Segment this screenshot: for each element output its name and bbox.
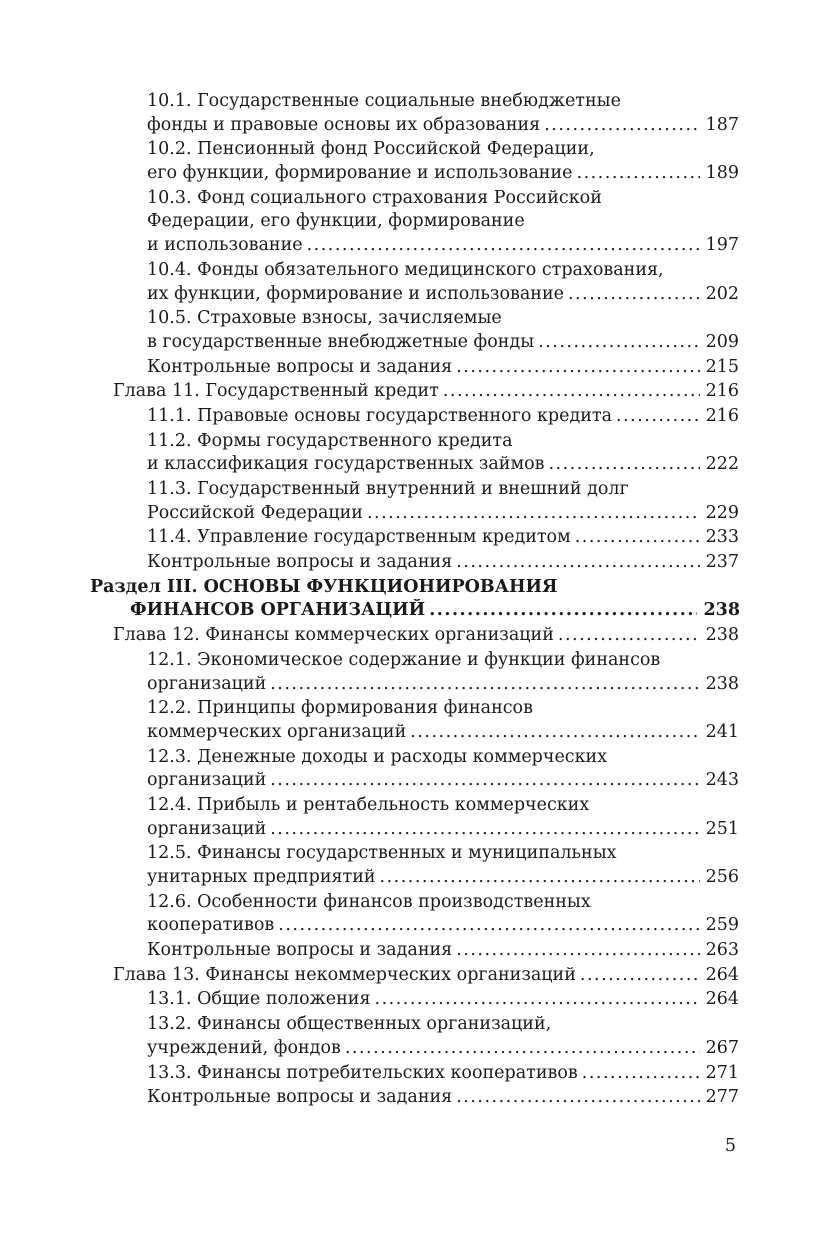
toc-page-number: 238 <box>705 625 739 646</box>
toc-item-title: 10.5. Страховые взносы, зачисляемые <box>147 308 502 329</box>
table-of-contents <box>0 90 828 1111</box>
dot-leader <box>568 283 700 307</box>
toc-item[interactable] <box>0 988 828 1012</box>
toc-page-number: 233 <box>705 527 739 548</box>
dot-leader <box>270 673 699 697</box>
toc-page-number: 209 <box>705 331 739 352</box>
dot-leader <box>456 939 699 963</box>
toc-item-title: 12.3. Денежные доходы и расходы коммерческих <box>147 746 608 767</box>
toc-item-title: 12.4. Прибыль и рентабельность коммерческих <box>147 794 590 815</box>
dot-leader <box>558 624 700 648</box>
toc-page-number: 241 <box>705 721 739 742</box>
toc-item[interactable] <box>0 478 828 525</box>
toc-item-title: 10.4. Фонды обязательного медицинского страхования, <box>147 259 664 280</box>
toc-item[interactable] <box>0 697 828 744</box>
toc-item-title: Российской Федерации <box>147 502 363 523</box>
toc-item[interactable] <box>0 891 828 938</box>
dot-leader <box>580 964 700 988</box>
toc-item[interactable] <box>0 1013 828 1060</box>
toc-item-title: и классификация государственных займов <box>147 454 545 475</box>
toc-page-number: 243 <box>705 770 739 791</box>
dot-leader <box>456 356 699 380</box>
toc-item-title: Глава 11. Государственный кредит <box>113 381 439 402</box>
dot-leader <box>367 502 700 526</box>
toc-item-title: Контрольные вопросы и задания <box>147 356 453 377</box>
dot-leader <box>443 380 700 404</box>
toc-item-title: 12.1. Экономическое содержание и функции финансов <box>147 649 661 670</box>
toc-item-title: коммерческих организаций <box>147 721 407 742</box>
toc-page-number: 222 <box>705 454 739 475</box>
toc-item[interactable] <box>0 649 828 696</box>
toc-item-title: 11.2. Формы государственного кредита <box>147 430 513 451</box>
toc-page-number: 256 <box>705 867 739 887</box>
toc-item-title: организаций <box>147 673 267 694</box>
dot-leader <box>456 1086 699 1110</box>
dot-leader <box>380 866 700 890</box>
dot-leader <box>577 162 700 186</box>
toc-page-number: 259 <box>705 915 739 936</box>
toc-item-title: учреждений, фондов <box>147 1037 341 1058</box>
toc-item-title: 11.4. Управление государственным кредитом <box>147 527 571 548</box>
toc-item[interactable] <box>0 138 828 185</box>
toc-page-number: 264 <box>705 989 739 1010</box>
toc-item[interactable] <box>0 746 828 793</box>
dot-leader <box>270 818 699 842</box>
toc-item[interactable] <box>0 356 828 380</box>
toc-page-number: 237 <box>705 552 739 573</box>
toc-page-number: 238 <box>703 600 740 621</box>
toc-page-number: 277 <box>705 1087 739 1108</box>
dot-leader <box>456 551 699 575</box>
toc-page-number: 187 <box>705 114 739 135</box>
dot-leader <box>544 114 699 138</box>
toc-item-title: 13.1. Общие положения <box>147 989 371 1010</box>
toc-page-number: 267 <box>705 1037 739 1058</box>
toc-item[interactable] <box>0 939 828 963</box>
toc-item-title: 12.6. Особенности финансов производственных <box>147 891 591 912</box>
dot-leader <box>375 988 700 1012</box>
page-number: 5 <box>724 1136 736 1156</box>
toc-item[interactable] <box>0 1086 828 1110</box>
dot-leader <box>548 453 699 477</box>
toc-item-title: Раздел III. ОСНОВЫ ФУНКЦИОНИРОВАНИЯ <box>90 576 558 597</box>
toc-page-number: 189 <box>705 163 739 184</box>
dot-leader <box>278 914 699 938</box>
toc-item[interactable] <box>0 551 828 575</box>
toc-item-title: фонды и правовые основы их образования <box>147 114 541 135</box>
toc-page-number: 263 <box>705 940 739 961</box>
dot-leader <box>575 526 700 550</box>
toc-item-title: кооперативов <box>147 915 275 936</box>
toc-item-title: Контрольные вопросы и задания <box>147 940 453 961</box>
toc-item[interactable] <box>0 187 828 258</box>
toc-item-title: организаций <box>147 818 267 839</box>
toc-item-title: его функции, формирование и использование <box>147 163 573 184</box>
toc-item[interactable] <box>0 430 828 477</box>
toc-item-title: 10.1. Государственные социальные внебюджетные <box>147 91 621 111</box>
dot-leader <box>307 234 700 258</box>
toc-page-number: 251 <box>705 818 739 839</box>
toc-item[interactable] <box>0 307 828 354</box>
dot-leader <box>616 405 700 429</box>
toc-item[interactable] <box>0 405 828 429</box>
dot-leader <box>270 769 699 793</box>
toc-item-title: 11.3. Государственный внутренний и внешний долг <box>147 479 629 499</box>
toc-item-title: Глава 12. Финансы коммерческих организаций <box>113 625 554 646</box>
toc-item-title: 13.2. Финансы общественных организаций, <box>147 1014 552 1035</box>
toc-page-number: 216 <box>705 381 739 402</box>
toc-page-number: 264 <box>705 964 739 985</box>
toc-chapter[interactable] <box>0 624 828 648</box>
toc-item[interactable] <box>0 259 828 306</box>
toc-page-number: 202 <box>705 283 739 304</box>
toc-item[interactable] <box>0 794 828 841</box>
toc-section[interactable] <box>0 576 828 623</box>
dot-leader <box>538 331 699 355</box>
toc-item-title: организаций <box>147 770 267 791</box>
toc-item-title: унитарных предприятий <box>147 867 376 887</box>
toc-item-title: 10.2. Пенсионный фонд Российской Федерации, <box>147 139 595 160</box>
toc-page-number: 229 <box>705 502 739 523</box>
toc-item-title: 10.3. Фонд социального страхования Российской <box>147 187 602 208</box>
toc-chapter[interactable] <box>0 380 828 404</box>
toc-item-title: и использование <box>147 235 303 256</box>
toc-item-title: в государственные внебюджетные фонды <box>147 331 535 352</box>
toc-item-title: 12.5. Финансы государственных и муниципальных <box>147 843 617 864</box>
toc-item[interactable] <box>0 526 828 550</box>
toc-item-title: 12.2. Принципы формирования финансов <box>147 698 533 719</box>
toc-page-number: 216 <box>705 405 739 426</box>
toc-page-number: 238 <box>705 673 739 694</box>
dot-leader <box>582 1062 700 1086</box>
toc-item[interactable] <box>0 1062 828 1086</box>
toc-chapter[interactable] <box>0 964 828 988</box>
toc-item[interactable] <box>0 90 828 137</box>
dot-leader <box>345 1037 700 1061</box>
toc-page-number: 215 <box>705 356 739 377</box>
toc-page-number: 271 <box>705 1062 739 1083</box>
toc-item[interactable] <box>0 842 828 889</box>
toc-item-title: 11.1. Правовые основы государственного кредита <box>147 405 613 426</box>
dot-leader <box>429 599 697 623</box>
dot-leader <box>410 721 699 745</box>
toc-item-title: Контрольные вопросы и задания <box>147 1087 453 1108</box>
toc-item-title: их функции, формирование и использование <box>147 283 564 304</box>
toc-item-title: ФИНАНСОВ ОРГАНИЗАЦИЙ <box>130 600 426 621</box>
toc-item-title: Контрольные вопросы и задания <box>147 552 453 573</box>
toc-item-title: 13.3. Финансы потребительских кооперативов <box>147 1062 578 1083</box>
toc-item-title: Федерации, его функции, формирование <box>147 211 525 232</box>
toc-item-title: Глава 13. Финансы некоммерческих организаций <box>113 964 576 985</box>
toc-page-number: 197 <box>705 235 739 256</box>
